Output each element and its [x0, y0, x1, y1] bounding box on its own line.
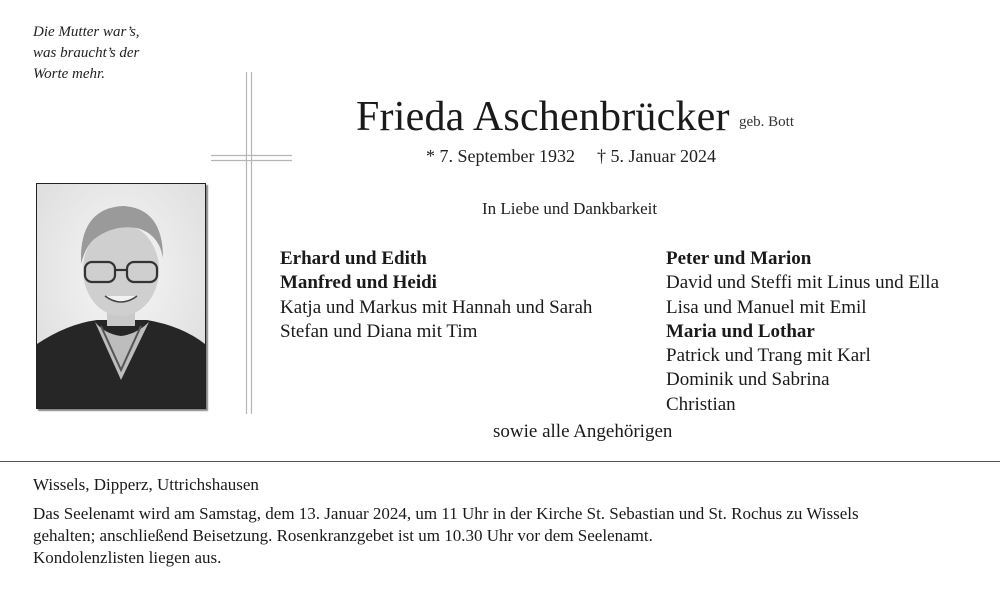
place-names: Wissels, Dipperz, Uttrichshausen — [33, 475, 259, 494]
divider — [0, 461, 1000, 462]
portrait-photo — [36, 183, 206, 409]
notice-line: gehalten; anschließend Beisetzung. Rosenkranzgebet ist um 10.30 Uhr vor dem Seelenamt. — [33, 526, 653, 545]
birth-date: * 7. September 1932 — [426, 146, 575, 166]
mourner-line: Maria und Lothar — [666, 320, 815, 342]
mourner-line: Stefan und Diana mit Tim — [280, 320, 478, 342]
mourner-line: Manfred und Heidi — [280, 272, 437, 294]
motto-line: Worte mehr. — [33, 66, 105, 82]
notice-line: Das Seelenamt wird am Samstag, dem 13. Januar 2024, um 11 Uhr in der Kirche St. Sebastian und St. Rochus zu Wissels — [33, 504, 859, 523]
relatives-line: sowie alle Angehörigen — [493, 421, 673, 442]
death-date: † 5. Januar 2024 — [596, 146, 716, 166]
maiden-name: geb. Bott — [739, 114, 794, 130]
mourner-line: David und Steffi mit Linus und Ella — [666, 272, 940, 294]
notice-line: Kondolenzlisten liegen aus. — [33, 548, 222, 567]
life-dates — [426, 146, 716, 167]
service-notice — [33, 503, 859, 569]
mourners-left — [280, 247, 592, 344]
mourner-line: Erhard und Edith — [280, 248, 427, 269]
mourner-line: Dominik und Sabrina — [666, 369, 830, 391]
dedication: In Liebe und Dankbarkeit — [482, 199, 658, 218]
motto-line: Die Mutter war’s, — [33, 24, 140, 40]
mourner-line: Christian — [666, 393, 736, 415]
mourner-line: Lisa und Manuel mit Emil — [666, 296, 867, 318]
mourner-line: Katja und Markus mit Hannah und Sarah — [280, 296, 593, 318]
mourner-line: Patrick und Trang mit Karl — [666, 345, 871, 367]
deceased-name: Frieda Aschenbrücker — [356, 94, 730, 140]
motto-line: was braucht’s der — [33, 45, 140, 61]
mourners-right — [666, 247, 939, 417]
mourner-line: Peter und Marion — [666, 248, 812, 269]
